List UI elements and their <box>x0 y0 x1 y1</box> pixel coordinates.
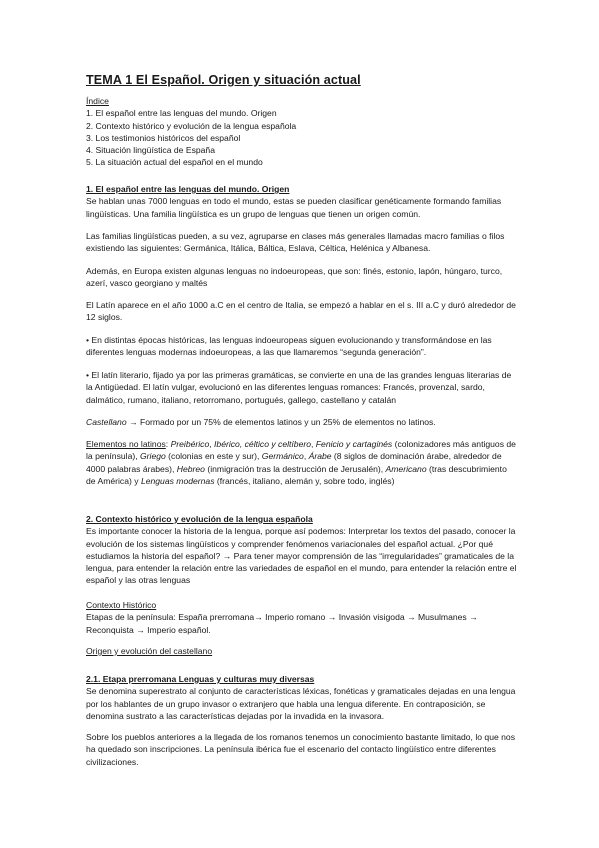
language-name: Americano <box>385 463 427 474</box>
language-name: Fenicio y cartaginés <box>315 439 393 449</box>
language-name: Germánico <box>261 451 304 462</box>
index-item: 1. El español entre las lenguas del mundo. Origen <box>86 108 277 119</box>
text-run: (francés, italiano, alemán y, sobre todo, inglés) <box>214 475 395 486</box>
subsection-heading: Origen y evolución del castellano <box>86 646 213 656</box>
paragraph: Sobre los pueblos anteriores a la llegada de los romanos tenemos un conocimiento bastante limitado, lo que nos ha quedado son inscripciones. La península ibérica fue el escenario del contacto lingüístico entre diferentes civilizaciones. <box>86 732 515 767</box>
text-run: : <box>165 439 171 449</box>
contexto-historico <box>86 599 518 636</box>
castellano-text: → Formado por un 75% de elementos latinos y un 25% de elementos no latinos. <box>126 417 436 427</box>
text-run: , <box>209 439 215 449</box>
index-item: 4. Situación lingüística de España <box>86 145 215 156</box>
document-title: TEMA 1 El Español. Origen y situación actual <box>86 73 361 87</box>
text-run: (colonias en este y sur), <box>165 451 262 462</box>
bullet-paragraph: • En distintas épocas históricas, las lenguas indoeuropeas siguen evolucionando y transformándose en las diferentes lenguas modernas indoeuropeas, a las que llamaremos “segunda generación”. <box>86 335 492 358</box>
no-latinos-paragraph <box>86 438 518 487</box>
paragraph: Las familias lingüísticas pueden, a su vez, agruparse en clases más generales llamadas macro familias o filos existiendo las siguientes: Germánica, Itálica, Báltica, Eslava, Céltica, Helénica y Albanesa. <box>86 231 505 254</box>
section-heading: 1. El español entre las lenguas del mundo. Origen <box>86 184 290 194</box>
text-run: , <box>311 439 316 449</box>
language-name: Lenguas modernas <box>140 475 215 486</box>
index-heading: Índice <box>86 96 109 106</box>
no-latinos-label: Elementos no latinos <box>86 439 166 449</box>
text-run: (colonizadores más antiguos de la península), <box>86 439 516 462</box>
text-run: (tras descubrimiento de América) y <box>86 463 507 486</box>
paragraph: Se denomina superestrato al conjunto de características léxicas, fonéticas y gramaticales dejadas en una lengua por los hablantes de un grupo invasor o extranjero que habla una lengua diferente. En contraposición, se denomina sustrato a las características dejadas por la invadida en la invasora. <box>86 686 516 721</box>
paragraph: El Latín aparece en el año 1000 a.C en el centro de Italia, se empezó a hablar en el s. III a.C y duró alrededor de 12 siglos. <box>86 300 516 323</box>
text-run: (inmigración tras la destrucción de Jerusalén), <box>204 463 386 474</box>
text-run: (8 siglos de dominación árabe, alrededor de 4000 palabras árabes), <box>86 451 502 474</box>
paragraph: Se hablan unas 7000 lenguas en todo el mundo, estas se pueden clasificar genéticamente formando familias lingüísticas. Una familia lingüística es un grupo de lenguas que tienen un origen común. <box>86 196 502 219</box>
subsection-2-1 <box>86 673 518 722</box>
index-section <box>86 95 518 169</box>
castellano-line <box>86 416 518 428</box>
paragraph: Etapas de la península: España prerromana→ Imperio romano → Invasión visigoda → Musulmanes → Reconquista → Imperio español. <box>86 612 478 635</box>
subsection-heading: 2.1. Etapa prerromana Lenguas y culturas muy diversas <box>86 674 315 684</box>
language-name: Preibérico <box>170 439 210 449</box>
index-item: 5. La situación actual del español en el mundo <box>86 157 263 168</box>
section-1 <box>86 183 518 220</box>
language-name: Hebreo <box>176 463 205 474</box>
subsection-heading: Contexto Histórico <box>86 600 157 610</box>
language-name: Ibérico, céltico y celtíbero <box>214 439 312 449</box>
section-heading: 2. Contexto histórico y evolución de la lengua española <box>86 514 313 524</box>
index-item: 2. Contexto histórico y evolución de la lengua española <box>86 120 297 131</box>
paragraph: Además, en Europa existen algunas lenguas no indoeuropeas, que son: finés, estonio, lapón, húngaro, turco, azerí, vasco georgiano y maltés <box>86 266 503 289</box>
index-item: 3. Los testimonios históricos del español <box>86 132 241 143</box>
bullet-paragraph: • El latín literario, fijado ya por las primeras gramáticas, se convierte en una de las grandes lenguas literarias de la Antigüedad. El latín vulgar, evolucionó en las diferentes lenguas romances: Francés, provenzal, sardo, dalmático, rumano, italiano, retorromano, portugués, gallego, castellano y catalán <box>86 370 512 405</box>
text-run: , <box>303 451 309 462</box>
language-name: Griego <box>139 451 166 462</box>
castellano-label: Castellano <box>86 417 127 427</box>
language-name: Árabe <box>308 451 332 462</box>
paragraph: Es importante conocer la historia de la lengua, porque así podemos: Interpretar los textos del pasado, conocer la evolución de los sistemas lingüísticos y comprender fenómenos variacionales del español actual. ¿Por qué estudiamos la historia del español? → Para tener mayor comprensión de las “irregularidades” gramaticales de la lengua, para entender la relación entre las variedades de español en el mundo, para entender la relación entre el español y las otras lenguas <box>86 526 517 586</box>
section-2 <box>86 513 518 587</box>
